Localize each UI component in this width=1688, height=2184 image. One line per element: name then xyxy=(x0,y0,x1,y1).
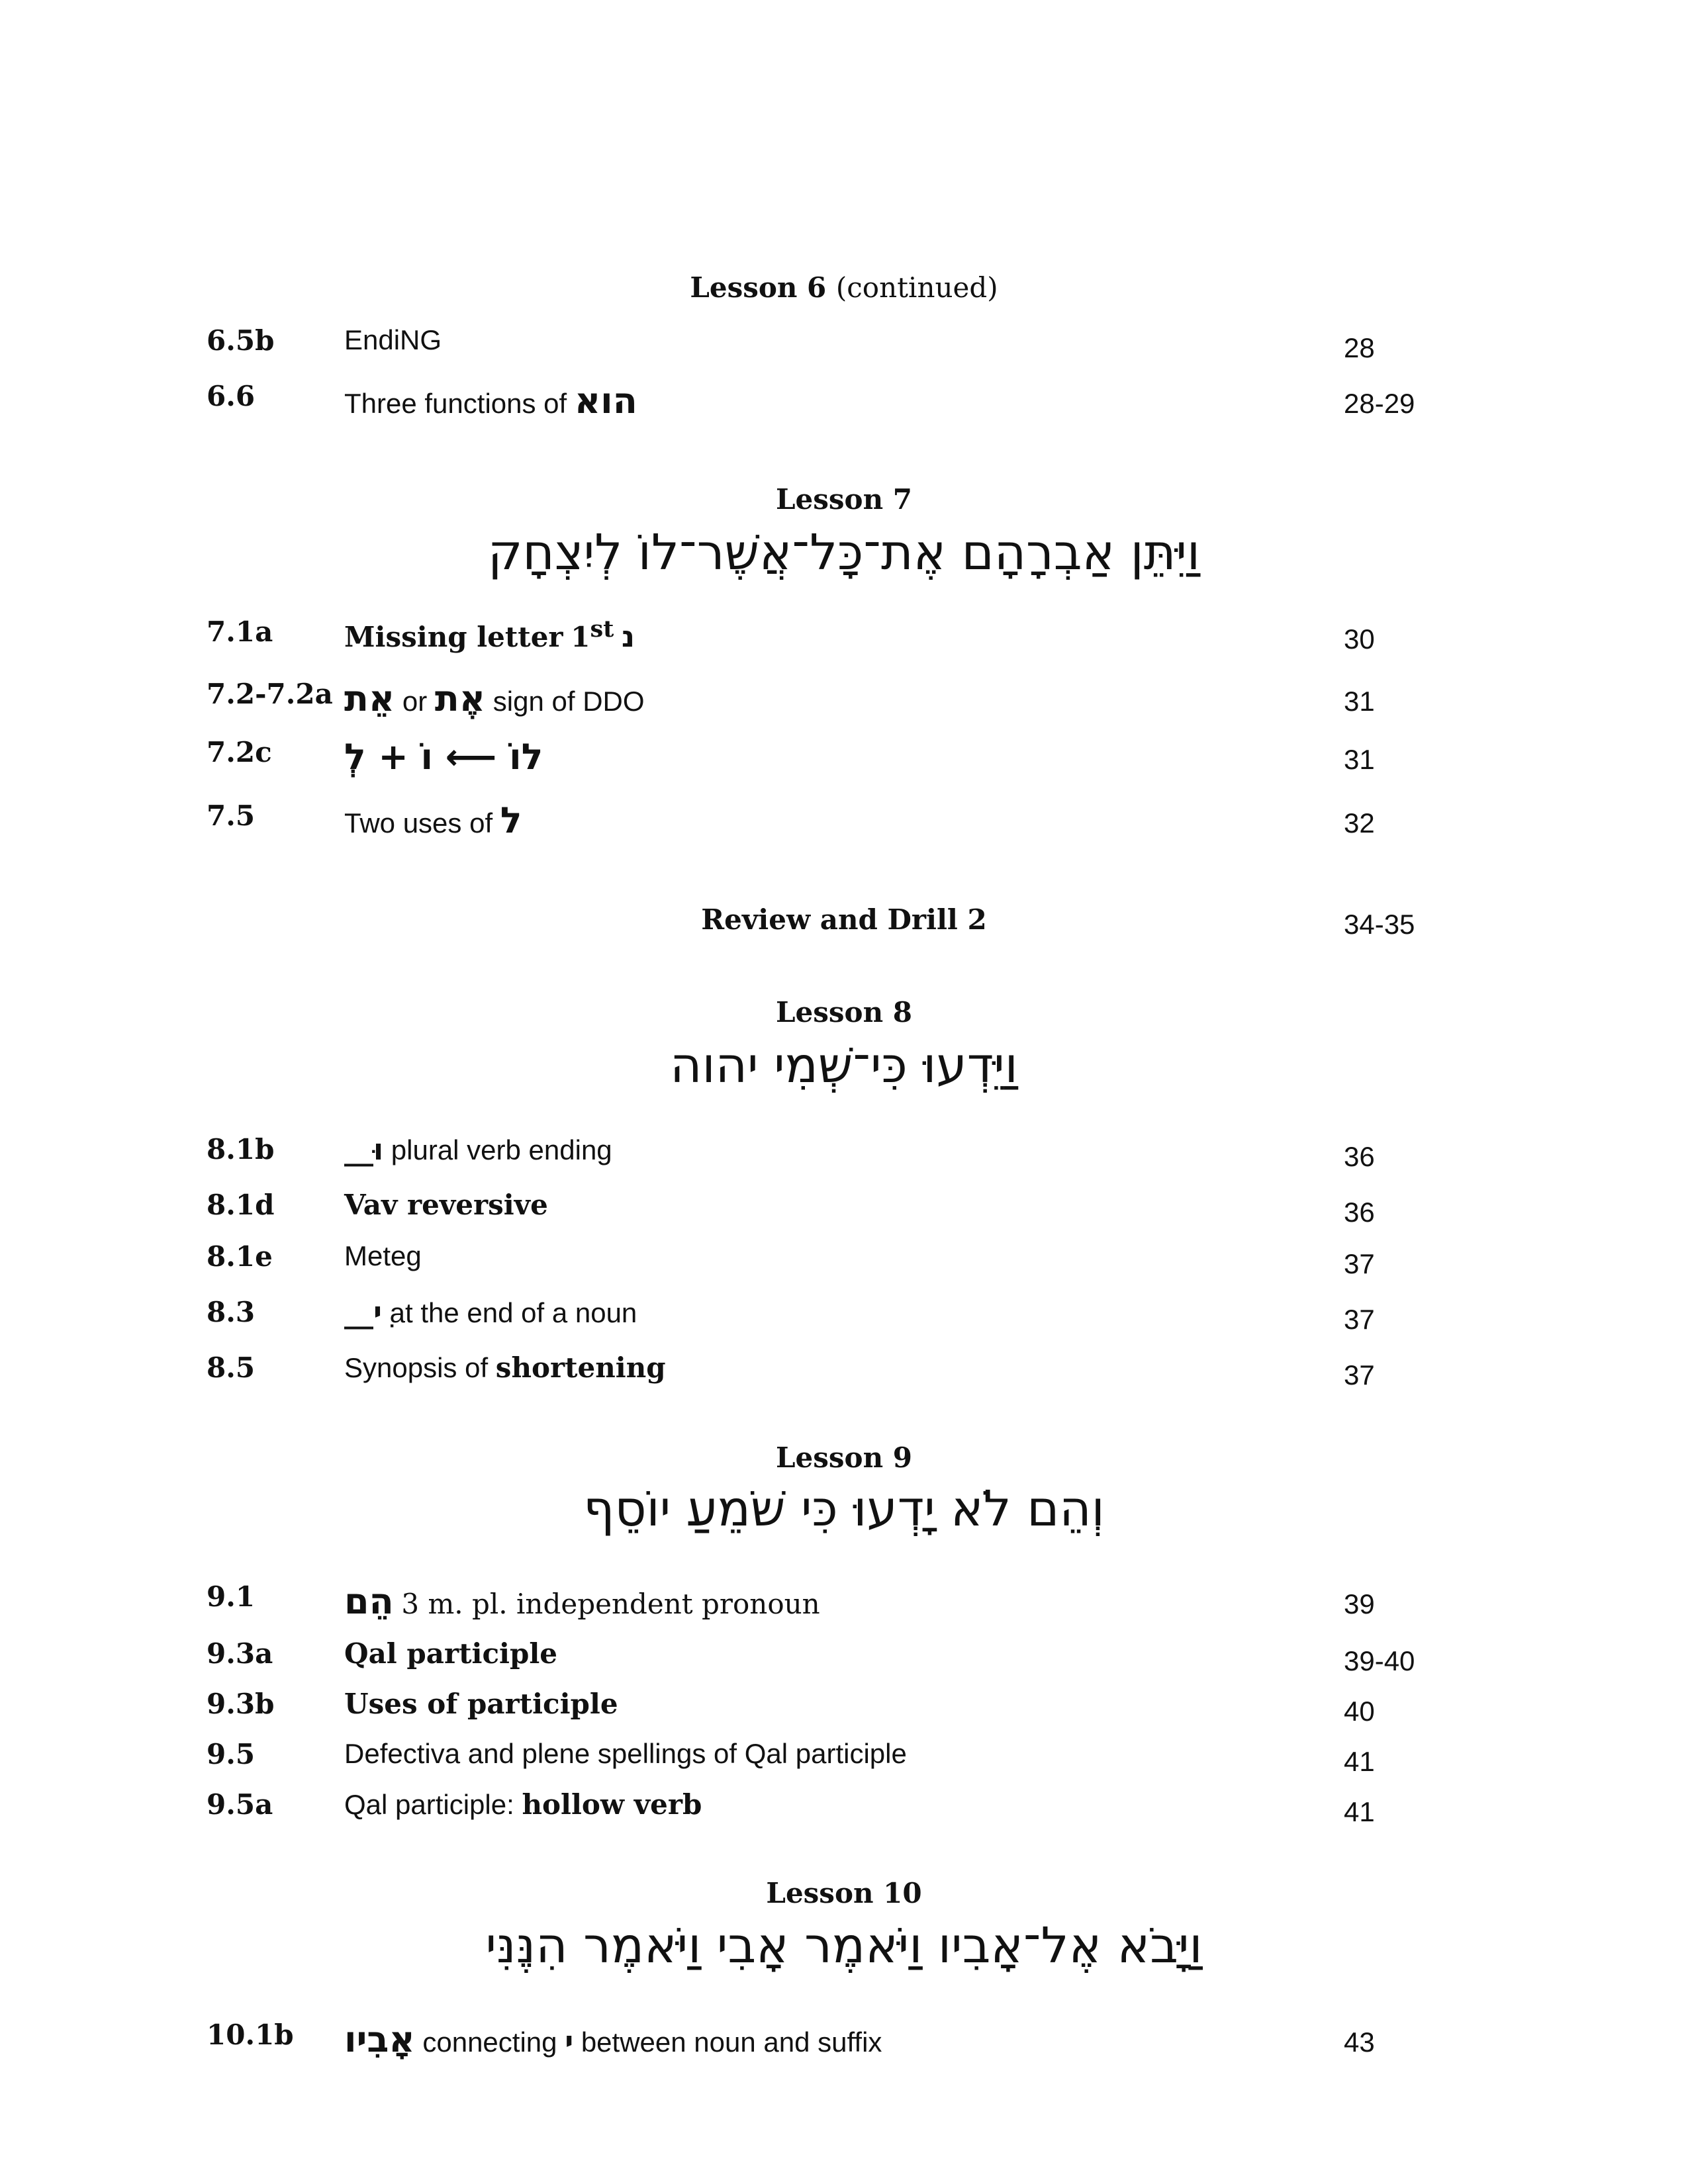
toc-row-hebrew-2: אֶת xyxy=(434,678,486,719)
toc-row-page: 41 xyxy=(1344,1746,1375,1777)
toc-row-page: 31 xyxy=(1344,686,1375,717)
toc-row-number: 8.1d xyxy=(207,1189,275,1221)
toc-row-text: plural verb ending xyxy=(391,1134,612,1165)
toc-row xyxy=(0,1688,1688,1734)
toc-row-bold-text: shortening xyxy=(495,1351,666,1384)
toc-row-description xyxy=(344,1351,666,1384)
toc-row-page: 32 xyxy=(1344,807,1375,839)
toc-row-description xyxy=(344,380,637,422)
toc-row-description xyxy=(344,1296,637,1330)
toc-row xyxy=(0,799,1688,846)
toc-row-page: 43 xyxy=(1344,2026,1375,2058)
toc-row-text: Qal participle: xyxy=(344,1789,514,1820)
lesson-7-title: Lesson 7 xyxy=(776,483,912,516)
toc-row-number: 10.1b xyxy=(207,2019,294,2051)
toc-row-text: 3 m. pl. independent pronoun xyxy=(401,1588,820,1620)
lesson-6-title-text: Lesson 6 xyxy=(690,271,827,304)
toc-row xyxy=(0,678,1688,724)
toc-row-page: 37 xyxy=(1344,1304,1375,1335)
toc-row-page: 31 xyxy=(1344,744,1375,775)
toc-row-page: 39-40 xyxy=(1344,1645,1415,1676)
toc-row-text: connecting xyxy=(422,2026,557,2058)
toc-row-text: at the end of a noun xyxy=(389,1297,637,1328)
toc-row-number: 8.1e xyxy=(207,1240,273,1273)
toc-row-text: Synopsis of xyxy=(344,1352,489,1383)
toc-row-text: Two uses of xyxy=(344,807,493,839)
toc-row-hebrew-2: י xyxy=(565,2025,574,2059)
toc-row xyxy=(0,615,1688,662)
toc-row xyxy=(0,1351,1688,1398)
toc-row-description xyxy=(344,799,522,841)
toc-row-hebrew: ל xyxy=(500,799,522,841)
toc-row-hebrew: אֵת xyxy=(344,678,395,719)
toc-row-number: 9.1 xyxy=(207,1580,256,1613)
toc-row-description xyxy=(344,736,543,778)
lesson-10-verse: וַיָּבֹא אֶל־אָבִיו וַיֹּאמֶר אָבִי וַיֹּאמֶר הִנֶּנִּי xyxy=(485,1917,1203,1974)
toc-row xyxy=(0,1788,1688,1835)
review-title: Review and Drill 2 xyxy=(701,903,987,936)
toc-row-description xyxy=(344,678,645,719)
toc-row-description xyxy=(344,324,442,356)
toc-row-description xyxy=(344,1637,557,1670)
toc-row-number: 8.3 xyxy=(207,1296,256,1328)
toc-row-bold-text: Missing letter xyxy=(344,621,563,653)
toc-row-number: 6.6 xyxy=(207,380,256,412)
toc-row-hebrew: לוֹ ⟵ וֹ + לְ xyxy=(344,736,543,778)
toc-row xyxy=(0,2019,1688,2065)
toc-row-page: 41 xyxy=(1344,1796,1375,1827)
toc-row-hebrew: וּ__ xyxy=(344,1133,384,1167)
toc-row-description xyxy=(344,1580,820,1622)
toc-row-page: 37 xyxy=(1344,1248,1375,1279)
toc-row-number: 8.1b xyxy=(207,1133,275,1165)
toc-row-page: 37 xyxy=(1344,1359,1375,1390)
toc-row-hebrew: ִי__ xyxy=(344,1296,382,1330)
toc-row-number: 7.5 xyxy=(207,799,256,832)
toc-row-number: 9.5 xyxy=(207,1738,256,1770)
toc-row-number: 7.2c xyxy=(207,736,272,768)
toc-row-number: 9.3a xyxy=(207,1637,273,1670)
toc-row xyxy=(0,1189,1688,1235)
toc-row-page: 39 xyxy=(1344,1588,1375,1619)
lesson-8-title: Lesson 8 xyxy=(776,996,912,1028)
toc-row xyxy=(0,380,1688,426)
lesson-6-title xyxy=(0,271,1688,304)
toc-row-page: 30 xyxy=(1344,623,1375,655)
lesson-9-verse: וְהֵם לֹא יָדְעוּ כִּי שֹׁמֵעַ יוֹסֵף xyxy=(583,1480,1105,1537)
toc-row xyxy=(0,736,1688,782)
toc-row-hebrew: אָבִיו xyxy=(344,2019,415,2060)
lesson-6-continued: (continued) xyxy=(835,271,998,304)
toc-row-page: 36 xyxy=(1344,1141,1375,1172)
toc-row xyxy=(0,1296,1688,1342)
toc-row-text: Defectiva and plene spellings of Qal participle xyxy=(344,1738,907,1769)
toc-row-text-2: sign of DDO xyxy=(492,686,645,717)
toc-row xyxy=(0,1580,1688,1627)
toc-row-page: 28 xyxy=(1344,332,1375,363)
lesson-9-title: Lesson 9 xyxy=(776,1441,912,1474)
toc-row-description xyxy=(344,1688,618,1720)
toc-row xyxy=(0,1637,1688,1684)
toc-row-description xyxy=(344,1788,702,1821)
toc-row-hebrew: הוא xyxy=(574,380,637,422)
toc-row-description xyxy=(344,1738,907,1770)
toc-row-number: 9.5a xyxy=(207,1788,273,1821)
toc-row-number: 8.5 xyxy=(207,1351,256,1384)
review-page: 34-35 xyxy=(1344,909,1415,940)
toc-row-ordinal: 1st xyxy=(571,615,614,653)
toc-row xyxy=(0,324,1688,371)
toc-row-text-2: between noun and suffix xyxy=(581,2026,882,2058)
toc-row xyxy=(0,1240,1688,1287)
toc-row-number: 7.2-7.2a xyxy=(207,678,333,710)
toc-row-page: 36 xyxy=(1344,1197,1375,1228)
toc-row-description xyxy=(344,2019,882,2060)
toc-row-page: 40 xyxy=(1344,1696,1375,1727)
toc-row-number: 7.1a xyxy=(207,615,273,648)
toc-row-hebrew: הֵם xyxy=(344,1580,394,1622)
toc-row-bold-text: Uses of participle xyxy=(344,1688,618,1720)
toc-row-text: Three functions of xyxy=(344,388,567,419)
lesson-10-title: Lesson 10 xyxy=(766,1877,922,1909)
toc-row xyxy=(0,1133,1688,1179)
toc-row-text: or xyxy=(402,686,428,717)
toc-row-description xyxy=(344,1133,612,1167)
toc-row xyxy=(0,1738,1688,1784)
toc-row-text: EndiNG xyxy=(344,324,442,355)
toc-row-bold-text: Qal participle xyxy=(344,1637,558,1670)
toc-row-bold-text: hollow verb xyxy=(522,1788,702,1821)
toc-row-description xyxy=(344,1240,422,1272)
toc-row-description xyxy=(344,615,635,654)
lesson-7-verse: וַיִּתֵּן אַבְרָהָם אֶת־כָּל־אֲשֶׁר־לוֹ לְיִצְחָק xyxy=(487,524,1201,581)
lesson-8-verse: וַיֵּדְעוּ כִּי־שְׁמִי יהוה xyxy=(670,1037,1018,1094)
toc-row-page: 28-29 xyxy=(1344,388,1415,419)
toc-row-description xyxy=(344,1189,548,1221)
toc-row-bold-text: Vav reversive xyxy=(344,1189,548,1221)
toc-row-text: Meteg xyxy=(344,1240,422,1271)
toc-row-number: 9.3b xyxy=(207,1688,275,1720)
toc-row-number: 6.5b xyxy=(207,324,275,357)
toc-row-hebrew: נ xyxy=(622,620,635,654)
